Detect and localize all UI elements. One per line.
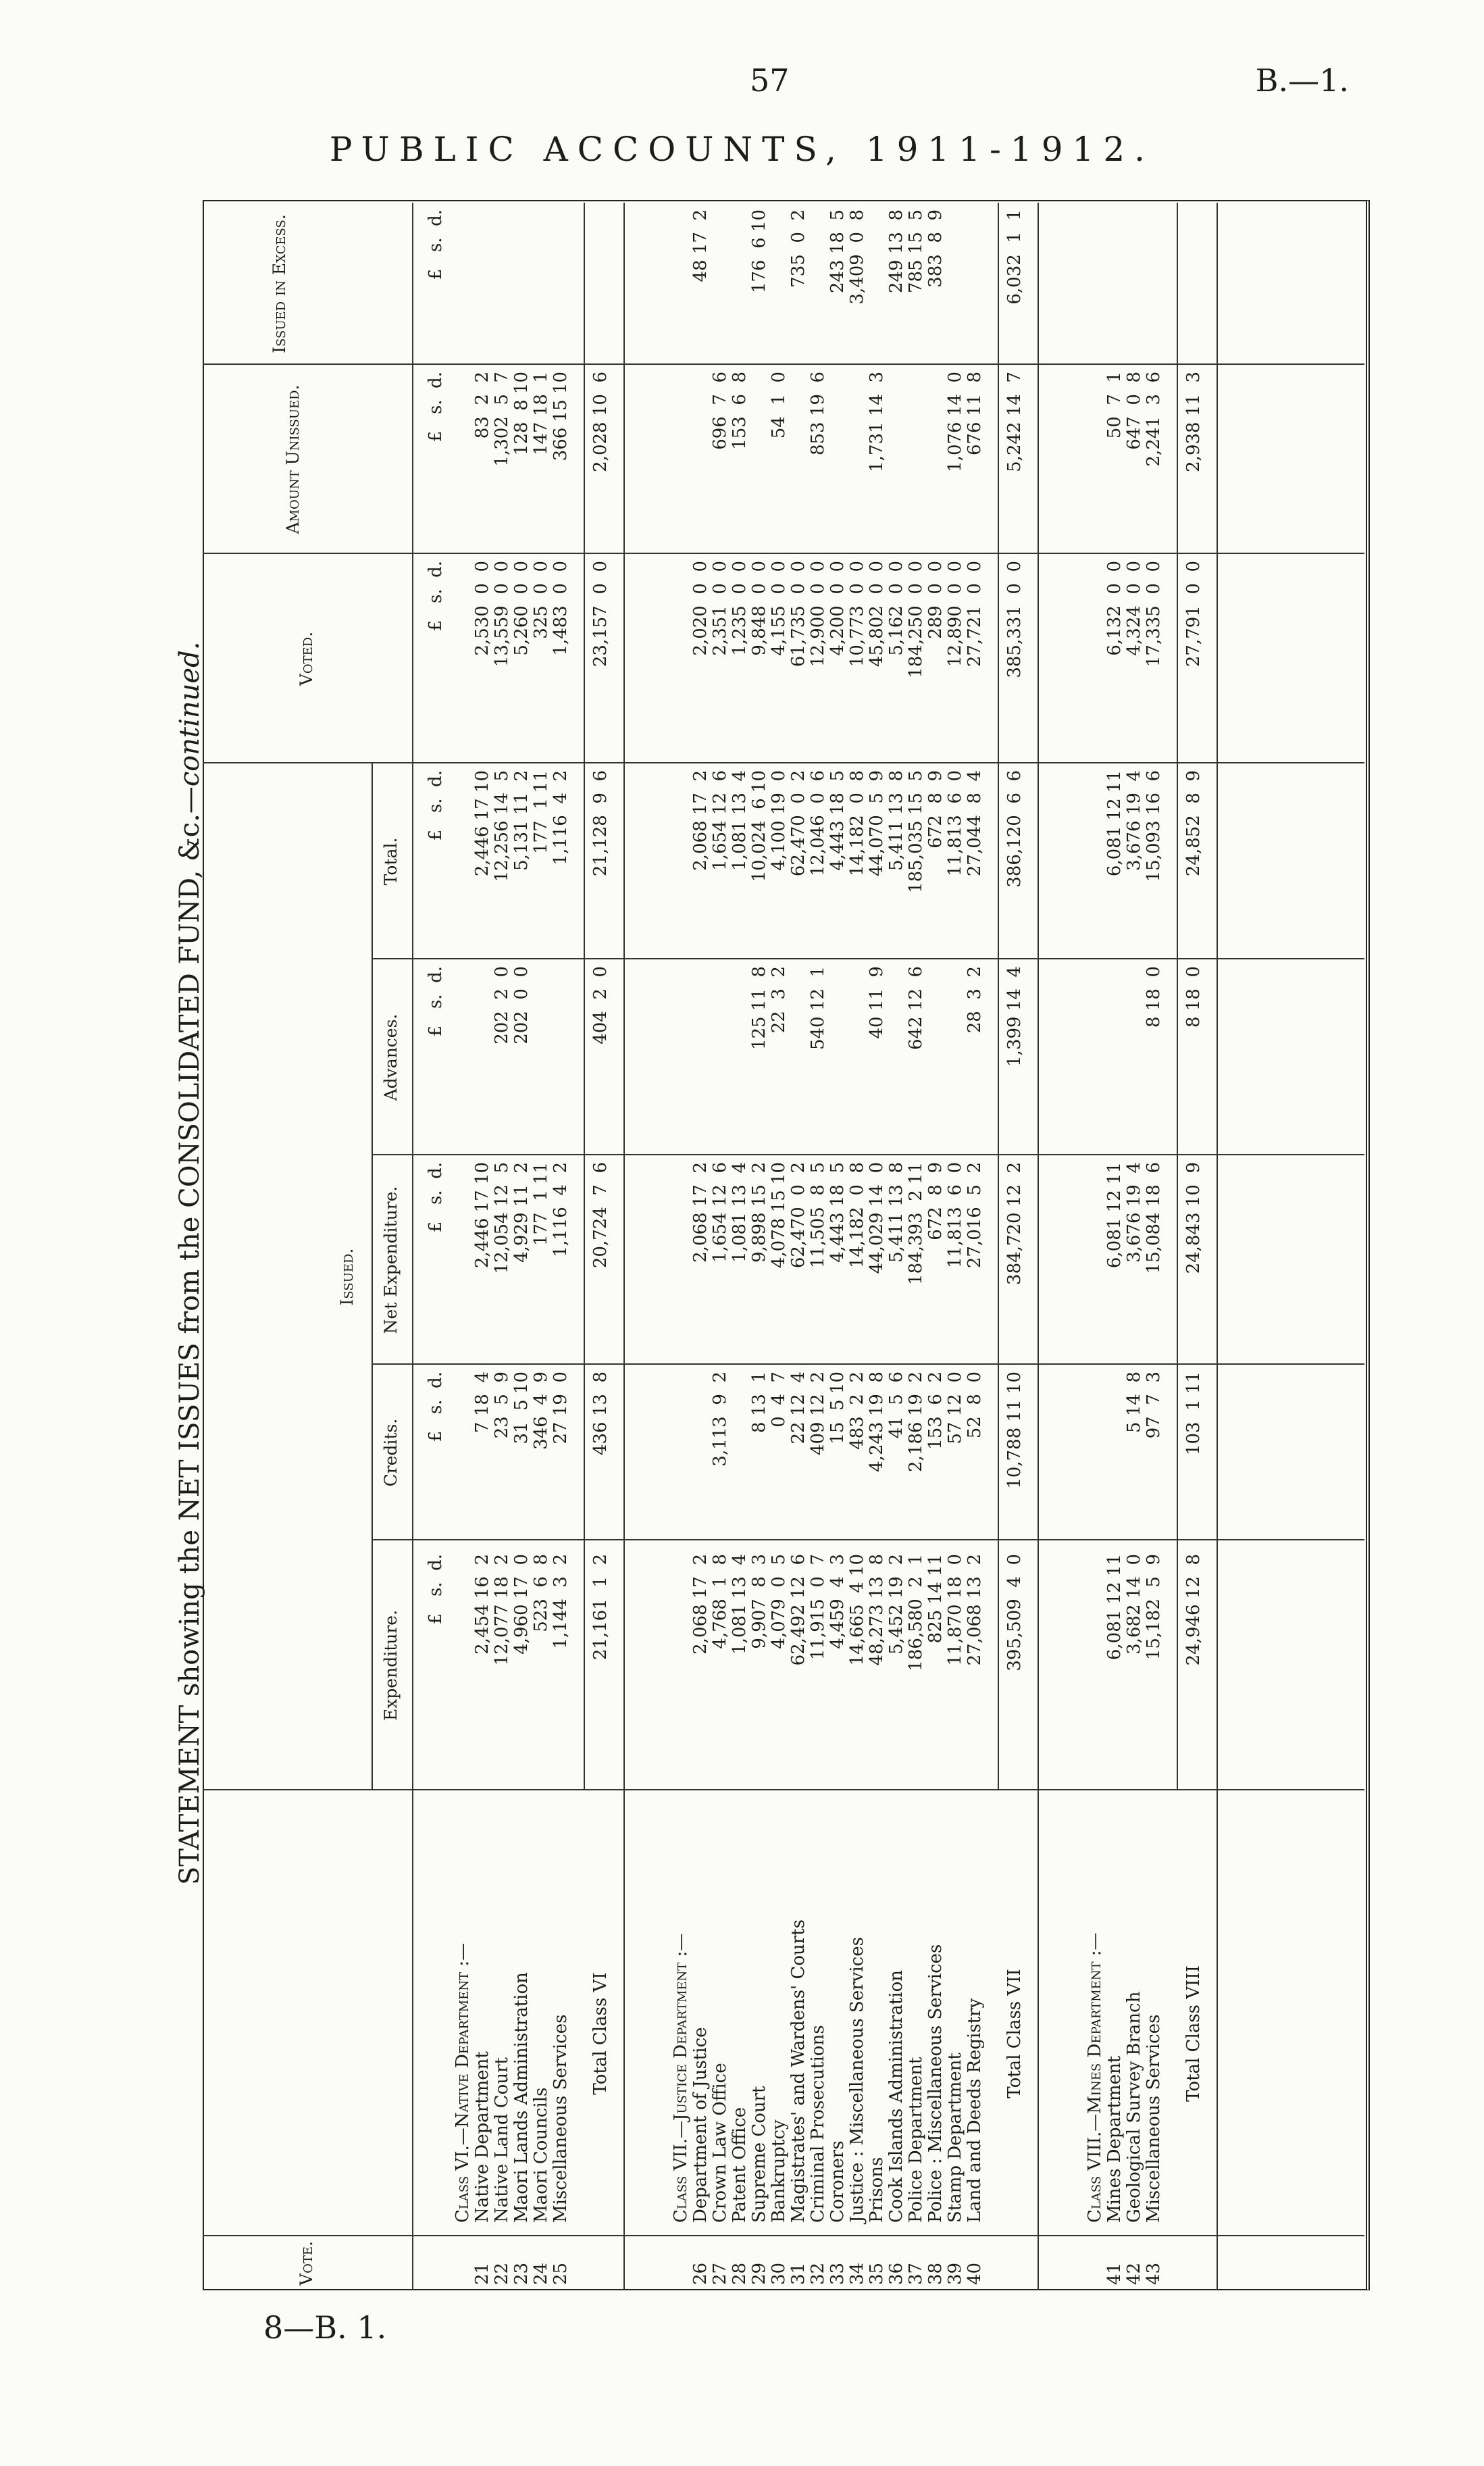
amount-voted: 4,324 0 0 [1124, 561, 1144, 656]
amount-cred: 22 12 4 [788, 1372, 809, 1444]
amount-adv: 642 12 6 [906, 966, 926, 1051]
vote-number: 41 [1104, 2262, 1125, 2285]
amount-adv: 8 18 0 [1144, 966, 1164, 1028]
statement-title-continued: continued. [174, 641, 205, 787]
amount-voted: 10,773 0 0 [847, 561, 867, 668]
lsd-label: £ s. d. [426, 1554, 446, 1625]
amount-net: 184,393 2 11 [906, 1162, 926, 1285]
amount-net: 4,443 18 5 [827, 1162, 848, 1263]
total-exp: 24,946 12 8 [1183, 1554, 1204, 1666]
amount-unissued: 696 7 6 [710, 372, 730, 450]
class-heading: Class VI.—Native Department :— [453, 1942, 473, 2223]
amount-exp: 6,081 12 11 [1104, 1554, 1125, 1661]
total-rule [1177, 203, 1178, 1790]
table-row [511, 203, 532, 2290]
table-row [551, 203, 571, 2290]
vote-number: 30 [769, 2262, 789, 2285]
amount-exp: 4,960 17 0 [511, 1554, 532, 1655]
vote-description: Police Department [906, 2057, 926, 2223]
total-unissued: 2,028 10 6 [590, 372, 611, 472]
amount-total: 15,093 16 6 [1144, 770, 1164, 882]
amount-total: 11,813 6 0 [945, 770, 965, 877]
amount-excess: 3,409 0 8 [847, 209, 867, 305]
amount-voted: 2,020 0 0 [690, 561, 711, 656]
vote-number: 43 [1144, 2262, 1164, 2285]
amount-unissued: 676 11 8 [965, 372, 985, 456]
total-cred: 103 1 11 [1183, 1372, 1204, 1456]
amount-voted: 9,848 0 0 [749, 561, 769, 656]
col-unissued-header: Amount Unissued. [283, 384, 303, 534]
amount-total: 5,411 13 8 [886, 770, 906, 871]
amount-net: 177 1 11 [531, 1162, 551, 1247]
amount-total: 10,024 6 10 [749, 770, 769, 882]
vote-number: 42 [1124, 2262, 1144, 2285]
amount-unissued: 50 7 1 [1104, 372, 1125, 439]
table-row [492, 203, 512, 2290]
table-row [769, 203, 789, 2290]
amount-voted: 61,735 0 0 [788, 561, 809, 668]
amount-excess: 785 15 5 [906, 209, 926, 294]
vote-number: 29 [749, 2262, 769, 2285]
amount-net: 2,068 17 2 [690, 1162, 711, 1263]
amount-unissued: 1,076 14 0 [945, 372, 965, 472]
col-voted-header: Voted. [297, 631, 316, 686]
vote-number: 37 [906, 2262, 926, 2285]
amount-cred: 31 5 10 [511, 1372, 532, 1444]
total-unissued: 5,242 14 7 [1004, 372, 1025, 472]
vote-description: Miscellaneous Services [1144, 2014, 1164, 2223]
amount-exp: 4,768 1 8 [710, 1554, 730, 1649]
vote-description: Bankruptcy [769, 2119, 789, 2223]
table-row [886, 203, 906, 2290]
amount-net: 1,116 4 2 [551, 1162, 571, 1257]
amount-total: 6,081 12 11 [1104, 770, 1125, 877]
amount-adv: 540 12 1 [808, 966, 828, 1051]
amount-voted: 27,721 0 0 [965, 561, 985, 668]
amount-total: 177 1 11 [531, 770, 551, 855]
vote-description: Criminal Prosecutions [808, 2025, 828, 2223]
table-row [472, 203, 492, 2290]
amount-total: 44,070 5 9 [867, 770, 887, 877]
table-row [847, 203, 867, 2290]
amount-total: 2,068 17 2 [690, 770, 711, 871]
total-row [1183, 203, 1204, 2290]
amount-total: 2,446 17 10 [472, 770, 492, 877]
table-row [1124, 203, 1144, 2290]
table-row [808, 203, 828, 2290]
table-row [1144, 203, 1164, 2290]
vote-description: Mines Department [1104, 2055, 1125, 2223]
total-adv: 8 18 0 [1183, 966, 1204, 1028]
amount-total: 3,676 19 4 [1124, 770, 1144, 871]
amount-net: 3,676 19 4 [1124, 1162, 1144, 1263]
vote-number: 22 [492, 2262, 512, 2285]
amount-cred: 52 8 0 [965, 1372, 985, 1439]
amount-voted: 12,890 0 0 [945, 561, 965, 668]
amount-exp: 523 6 8 [531, 1554, 551, 1632]
total-rule [998, 203, 999, 1790]
total-cred: 10,788 11 10 [1004, 1372, 1025, 1489]
amount-unissued: 128 8 10 [511, 372, 532, 456]
col-advances-header: Advances. [381, 1013, 401, 1101]
total-voted: 23,157 0 0 [590, 561, 611, 668]
table-row [730, 203, 750, 2290]
vote-description: Land and Deeds Registry [965, 1998, 985, 2223]
amount-cred: 23 5 9 [492, 1372, 512, 1439]
total-label: Total Class VII [1004, 1969, 1025, 2098]
amount-unissued: 1,302 5 7 [492, 372, 512, 467]
total-label: Total Class VIII [1183, 1965, 1204, 2102]
total-net: 24,843 10 9 [1183, 1162, 1204, 1274]
amount-voted: 4,155 0 0 [769, 561, 789, 656]
amount-adv: 40 11 9 [867, 966, 887, 1039]
vote-number: 24 [531, 2262, 551, 2285]
class-heading-row [453, 203, 473, 2290]
total-label: Total Class VI [590, 1972, 611, 2095]
table-row [690, 203, 711, 2290]
series-code: B.—1. [1255, 62, 1349, 99]
vote-number: 27 [710, 2262, 730, 2285]
section-rule [1038, 203, 1039, 2290]
amount-exp: 9,907 8 3 [749, 1554, 769, 1649]
amount-net: 14,182 0 8 [847, 1162, 867, 1269]
amount-unissued: 2,241 3 6 [1144, 372, 1164, 467]
lsd-label: £ s. d. [426, 561, 446, 632]
vote-description: Coroners [827, 2140, 848, 2223]
amount-exp: 2,068 17 2 [690, 1554, 711, 1655]
rotated-table [203, 203, 1364, 2290]
vote-description: Justice : Miscellaneous Services [847, 1937, 867, 2223]
vote-number: 26 [690, 2262, 711, 2285]
vote-number: 35 [867, 2262, 887, 2285]
amount-net: 11,505 8 5 [808, 1162, 828, 1269]
amount-voted: 5,260 0 0 [511, 561, 532, 656]
amount-adv: 22 3 2 [769, 966, 789, 1034]
vote-description: Police : Miscellaneous Services [925, 1944, 946, 2223]
amount-net: 672 8 9 [925, 1162, 946, 1240]
amount-net: 44,029 14 0 [867, 1162, 887, 1274]
amount-cred: 409 12 2 [808, 1372, 828, 1456]
total-adv: 1,399 14 4 [1004, 966, 1025, 1067]
vote-number: 40 [965, 2262, 985, 2285]
amount-voted: 1,235 0 0 [730, 561, 750, 656]
vote-number: 33 [827, 2262, 848, 2285]
col-net-expenditure-header: Net Expenditure. [381, 1186, 401, 1334]
table-row [788, 203, 809, 2290]
vote-number: 34 [847, 2262, 867, 2285]
amount-excess: 249 13 8 [886, 209, 906, 294]
page-number: 57 [750, 62, 790, 99]
amount-excess: 383 8 9 [925, 209, 946, 288]
vote-description: Native Land Court [492, 2057, 512, 2223]
amount-exp: 1,144 3 2 [551, 1554, 571, 1649]
vote-description: Maori Councils [531, 2087, 551, 2223]
amount-total: 12,046 0 6 [808, 770, 828, 877]
col-expenditure-header: Expenditure. [381, 1609, 401, 1721]
footer-code: 8—B. 1. [263, 2309, 387, 2346]
col-excess-header: Issued in Excess. [270, 214, 289, 353]
amount-net: 4,929 11 2 [511, 1162, 532, 1263]
amount-exp: 15,182 5 9 [1144, 1554, 1164, 1661]
amount-excess: 176 6 10 [749, 209, 769, 294]
lsd-label: £ s. d. [426, 1372, 446, 1442]
amount-cred: 8 13 1 [749, 1372, 769, 1433]
amount-exp: 12,077 18 2 [492, 1554, 512, 1666]
amount-unissued: 853 19 6 [808, 372, 828, 456]
amount-net: 62,470 0 2 [788, 1162, 809, 1269]
total-voted: 385,331 0 0 [1004, 561, 1025, 678]
amount-exp: 3,682 14 0 [1124, 1554, 1144, 1655]
amount-unissued: 366 15 10 [551, 372, 571, 461]
amount-cred: 153 6 2 [925, 1372, 946, 1450]
amount-unissued: 83 2 2 [472, 372, 492, 439]
table-row [1104, 203, 1125, 2290]
amount-adv: 125 11 8 [749, 966, 769, 1051]
lsd-label: £ s. d. [426, 209, 446, 280]
total-rule [584, 203, 585, 1790]
amount-total: 62,470 0 2 [788, 770, 809, 877]
vote-description: Stamp Department [945, 2053, 965, 2223]
amount-adv: 202 0 0 [511, 966, 532, 1045]
amount-unissued: 153 6 8 [730, 372, 750, 450]
amount-voted: 2,530 0 0 [472, 561, 492, 656]
vote-description: Miscellaneous Services [551, 2014, 571, 2223]
amount-cred: 7 18 4 [472, 1372, 492, 1433]
amount-adv: 202 2 0 [492, 966, 512, 1045]
amount-excess: 48 17 2 [690, 209, 711, 282]
amount-net: 12,054 12 5 [492, 1162, 512, 1274]
vote-description: Department of Justice [690, 2027, 711, 2223]
lsd-label: £ s. d. [426, 372, 446, 443]
table-row [827, 203, 848, 2290]
total-exp: 395,509 4 0 [1004, 1554, 1025, 1671]
vote-number: 32 [808, 2262, 828, 2285]
amount-voted: 17,335 0 0 [1144, 561, 1164, 668]
vote-description: Magistrates' and Wardens' Courts [788, 1919, 809, 2223]
amount-voted: 6,132 0 0 [1104, 561, 1125, 656]
amount-total: 12,256 14 5 [492, 770, 512, 882]
vote-number: 21 [472, 2262, 492, 2285]
table-row [925, 203, 946, 2290]
class-heading-row [671, 203, 691, 2290]
vote-number: 25 [551, 2262, 571, 2285]
table-row [749, 203, 769, 2290]
amount-total: 672 8 9 [925, 770, 946, 849]
amount-exp: 48,273 13 8 [867, 1554, 887, 1666]
amount-net: 6,081 12 11 [1104, 1162, 1125, 1269]
amount-exp: 186,580 2 1 [906, 1554, 926, 1671]
amount-voted: 1,483 0 0 [551, 561, 571, 656]
amount-voted: 4,200 0 0 [827, 561, 848, 656]
total-row [1004, 203, 1025, 2290]
amount-cred: 483 2 2 [847, 1372, 867, 1450]
class-heading: Class VIII.—Mines Department :— [1085, 1932, 1105, 2223]
amount-cred: 15 5 10 [827, 1372, 848, 1444]
amount-net: 15,084 18 6 [1144, 1162, 1164, 1274]
col-vote-header: Vote. [297, 2241, 316, 2286]
amount-cred: 57 12 0 [945, 1372, 965, 1444]
table-row [906, 203, 926, 2290]
total-total: 24,852 8 9 [1183, 770, 1204, 877]
amount-exp: 11,915 0 7 [808, 1554, 828, 1661]
amount-voted: 184,250 0 0 [906, 561, 926, 678]
amount-total: 4,100 19 0 [769, 770, 789, 871]
amount-exp: 2,454 16 2 [472, 1554, 492, 1655]
col-issued-header: Issued. [337, 1248, 357, 1306]
amount-unissued: 147 18 1 [531, 372, 551, 456]
table-row [965, 203, 985, 2290]
vote-description: Supreme Court [749, 2086, 769, 2223]
total-voted: 27,791 0 0 [1183, 561, 1204, 668]
amount-cred: 97 7 3 [1144, 1372, 1164, 1439]
amount-total: 5,131 11 2 [511, 770, 532, 871]
vote-number: 38 [925, 2262, 946, 2285]
amount-exp: 62,492 12 6 [788, 1554, 809, 1666]
statement-title [174, 641, 205, 1885]
vote-number: 36 [886, 2262, 906, 2285]
class-heading: Class VII.—Justice Department :— [671, 1933, 691, 2223]
amount-total: 27,044 8 4 [965, 770, 985, 877]
amount-total: 185,035 15 5 [906, 770, 926, 893]
amount-total: 14,182 0 8 [847, 770, 867, 877]
amount-total: 1,116 4 2 [551, 770, 571, 865]
table-row [531, 203, 551, 2290]
lsd-label: £ s. d. [426, 1162, 446, 1233]
amount-cred: 41 5 6 [886, 1372, 906, 1439]
vote-number: 39 [945, 2262, 965, 2285]
total-row [590, 203, 611, 2290]
vote-number: 23 [511, 2262, 532, 2285]
amount-total: 1,081 13 4 [730, 770, 750, 871]
amount-voted: 2,351 0 0 [710, 561, 730, 656]
total-total: 21,128 9 6 [590, 770, 611, 877]
total-excess: 6,032 1 1 [1004, 209, 1025, 305]
vote-description: Native Department [472, 2051, 492, 2223]
amount-excess: 243 18 5 [827, 209, 848, 294]
col-credits-header: Credits. [381, 1418, 401, 1487]
statement-title-text: STATEMENT showing the NET ISSUES from the CONSOLIDATED FUND, &c.— [174, 786, 205, 1885]
amount-net: 4,078 15 10 [769, 1162, 789, 1269]
total-adv: 404 2 0 [590, 966, 611, 1045]
vote-number: 28 [730, 2262, 750, 2285]
amount-exp: 27,068 13 2 [965, 1554, 985, 1666]
amount-net: 9,898 15 2 [749, 1162, 769, 1263]
total-net: 384,720 12 2 [1004, 1162, 1025, 1285]
total-total: 386,120 6 6 [1004, 770, 1025, 888]
table-row [867, 203, 887, 2290]
amount-voted: 5,162 0 0 [886, 561, 906, 656]
amount-exp: 4,459 4 3 [827, 1554, 848, 1649]
amount-exp: 14,665 4 10 [847, 1554, 867, 1666]
amount-net: 11,813 6 0 [945, 1162, 965, 1269]
amount-voted: 12,900 0 0 [808, 561, 828, 668]
col-total-header: Total. [381, 837, 401, 886]
section-rule [1217, 203, 1218, 2290]
amount-net: 1,654 12 6 [710, 1162, 730, 1263]
lsd-header-row [426, 203, 446, 2290]
vote-number: 31 [788, 2262, 809, 2285]
total-exp: 21,161 1 2 [590, 1554, 611, 1661]
amount-voted: 289 0 0 [925, 561, 946, 639]
amount-exp: 11,870 18 0 [945, 1554, 965, 1666]
vote-description: Maori Lands Administration [511, 1972, 532, 2223]
amount-net: 5,411 13 8 [886, 1162, 906, 1263]
amount-net: 27,016 5 2 [965, 1162, 985, 1269]
amount-total: 1,654 12 6 [710, 770, 730, 871]
amount-cred: 2,186 19 2 [906, 1372, 926, 1472]
total-cred: 436 13 8 [590, 1372, 611, 1456]
table-row [945, 203, 965, 2290]
amount-exp: 4,079 0 5 [769, 1554, 789, 1649]
vote-description: Crown Law Office [710, 2063, 730, 2223]
amount-excess: 735 0 2 [788, 209, 809, 288]
amount-net: 2,446 17 10 [472, 1162, 492, 1269]
amount-unissued: 54 1 0 [769, 372, 789, 439]
vote-description: Geological Survey Branch [1124, 1991, 1144, 2223]
amount-exp: 1,081 13 4 [730, 1554, 750, 1655]
amount-voted: 13,559 0 0 [492, 561, 512, 668]
total-unissued: 2,938 11 3 [1183, 372, 1204, 472]
amount-exp: 825 14 11 [925, 1554, 946, 1644]
amount-total: 4,443 18 5 [827, 770, 848, 871]
section-rule [623, 203, 625, 2290]
amount-exp: 5,452 19 2 [886, 1554, 906, 1655]
amount-voted: 325 0 0 [531, 561, 551, 639]
vote-description: Patent Office [730, 2107, 750, 2223]
vote-description: Prisons [867, 2157, 887, 2223]
page-title: PUBLIC ACCOUNTS, 1911-1912. [329, 130, 1155, 169]
total-net: 20,724 7 6 [590, 1162, 611, 1269]
lsd-label: £ s. d. [426, 966, 446, 1037]
class-heading-row [1085, 203, 1105, 2290]
table-row [710, 203, 730, 2290]
amount-unissued: 1,731 14 3 [867, 372, 887, 472]
amount-cred: 0 4 7 [769, 1372, 789, 1428]
lsd-label: £ s. d. [426, 770, 446, 841]
amount-cred: 3,113 9 2 [710, 1372, 730, 1467]
amount-net: 1,081 13 4 [730, 1162, 750, 1263]
amount-cred: 346 4 9 [531, 1372, 551, 1450]
amount-cred: 4,243 19 8 [867, 1372, 887, 1472]
amount-cred: 5 14 8 [1124, 1372, 1144, 1433]
amount-voted: 45,802 0 0 [867, 561, 887, 668]
vote-description: Cook Islands Administration [886, 1970, 906, 2223]
amount-adv: 28 3 2 [965, 966, 985, 1034]
amount-cred: 27 19 0 [551, 1372, 571, 1444]
amount-unissued: 647 0 8 [1124, 372, 1144, 450]
